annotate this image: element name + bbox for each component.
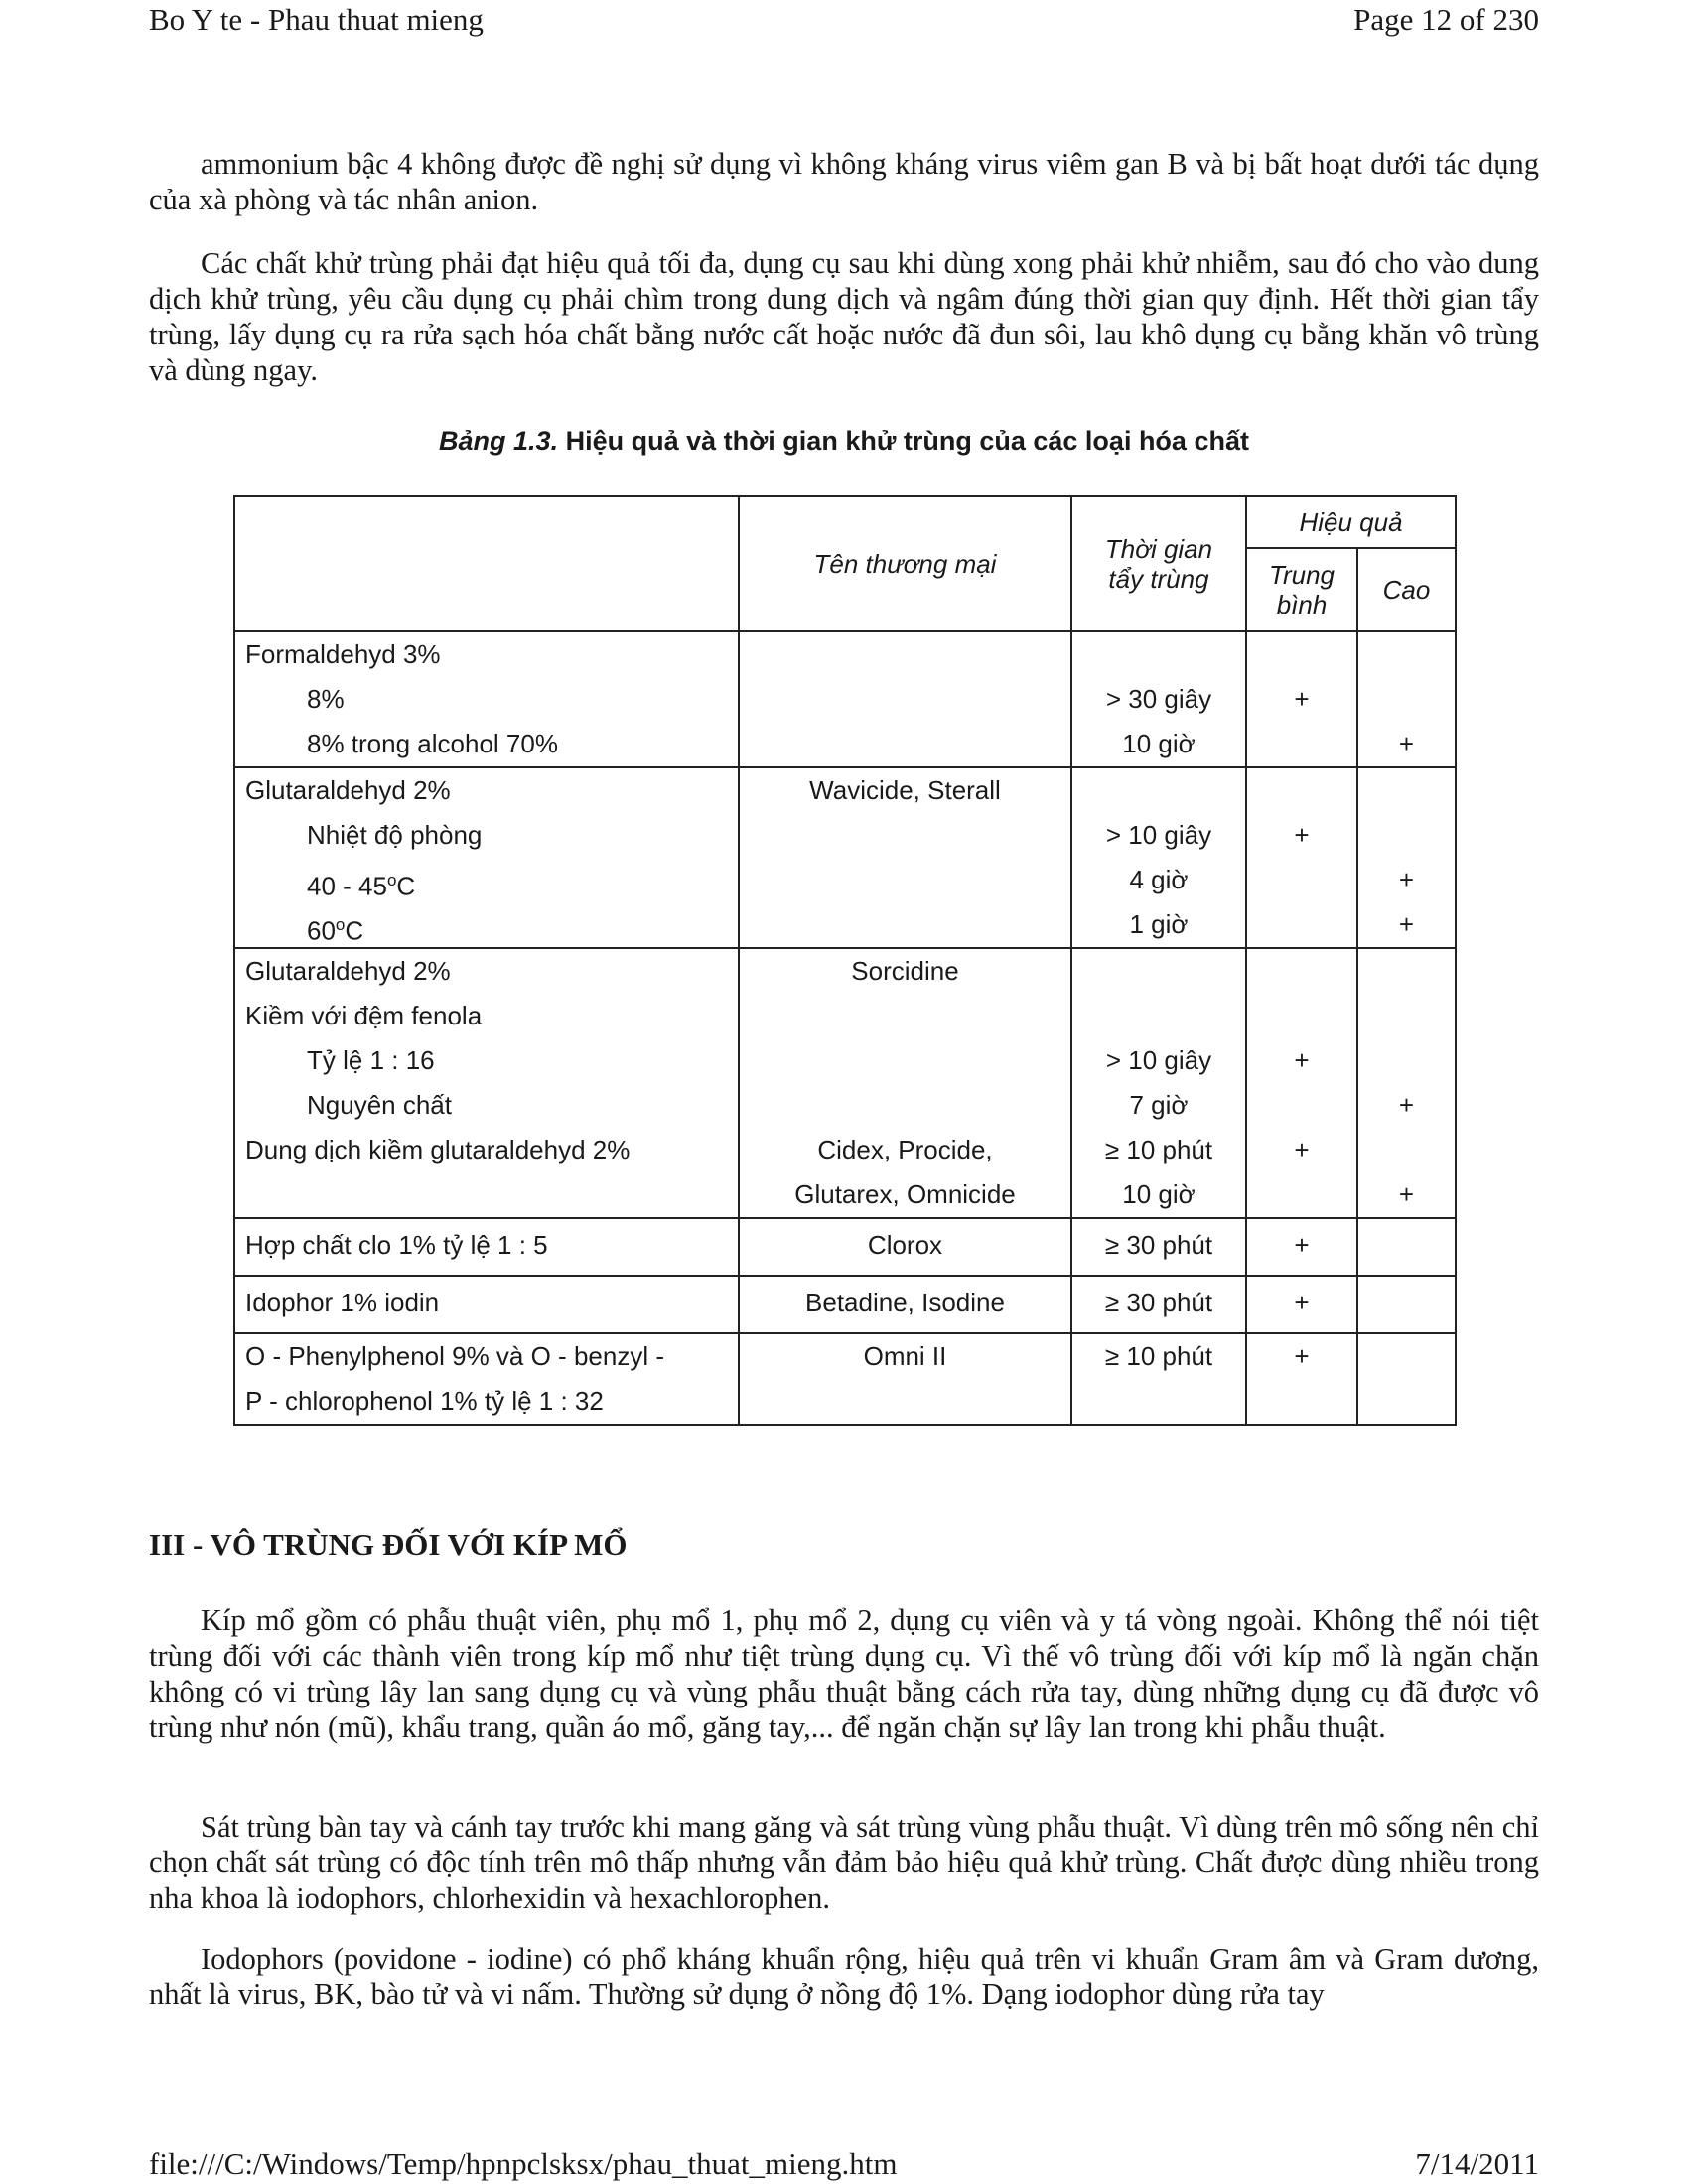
page-header-title: Bo Y te - Phau thuat mieng [149,2,484,37]
header-trade-name: Tên thương mại [739,496,1071,631]
table-row: Formaldehyd 3% 8% 8% trong alcohol 70% > 30 giây 10 giờ + + [234,631,1456,767]
paragraph-surgical-team: Kíp mổ gồm có phẫu thuật viên, phụ mổ 1, phụ mổ 2, dụng cụ viên và y tá vòng ngoài. Không thể nói tiệt trùng đối với các thành viên trong kíp mổ như tiệt trùng dụng cụ. Vì thế vô trùng đối với kíp mổ là ngăn chặn không có vi trùng lây lan sang dụng cụ và vùng phẫu thuật bằng cách rửa tay, dùng những dụng cụ đã được vô trùng như nón (mũ), khẩu trang, quần áo mổ, găng tay,... để ngăn chặn sự lây lan trong khi phẫu thuật. [149,1603,1539,1744]
header-effect: Hiệu quả [1246,496,1456,548]
paragraph-disinfection: Các chất khử trùng phải đạt hiệu quả tối đa, dụng cụ sau khi dùng xong phải khử nhiễm, sau đó cho vào dung dịch khử trùng, yêu cầu dụng cụ phải chìm trong dung dịch và ngâm đúng thời gian quy định. Hết thời gian tẩy trùng, lấy dụng cụ ra rửa sạch hóa chất bằng nước cất hoặc nước đã đun sôi, lau khô dụng cụ bằng khăn vô trùng và dùng ngay. [149,246,1539,387]
table-row: O - Phenylphenol 9% và O - benzyl - P - chlorophenol 1% tỷ lệ 1 : 32 Omni II ≥ 10 phút + [234,1333,1456,1425]
table-header-row [234,496,1456,548]
paragraph-intro: ammonium bậc 4 không được đề nghị sử dụng vì không kháng virus viêm gan B và bị bất hoạt dưới tác dụng của xà phòng và tác nhân anion. [149,147,1539,216]
header-chemical-blank [234,496,739,631]
table-row: Hợp chất clo 1% tỷ lệ 1 : 5 Clorox ≥ 30 phút + [234,1218,1456,1276]
header-disinfection-time: Thời gian tẩy trùng [1071,496,1246,631]
paragraph-hand-antisepsis: Sát trùng bàn tay và cánh tay trước khi mang găng và sát trùng vùng phẫu thuật. Vì dùng trên mô sống nên chỉ chọn chất sát trùng có độc tính trên mô thấp nhưng vẫn đảm bảo hiệu quả khử trùng. Chất được dùng nhiều trong nha khoa là iodophors, chlorhexidin và hexachlorophen. [149,1810,1539,1915]
footer-file-path: file:///C:/Windows/Temp/hpnpclsksx/phau_thuat_mieng.htm [149,2146,898,2181]
footer-date: 7/14/2011 [1415,2146,1539,2181]
header-high: Cao [1357,548,1456,631]
table-caption-text: Hiệu quả và thời gian khử trùng của các loại hóa chất [558,426,1249,456]
table-row: Idophor 1% iodin Betadine, Isodine ≥ 30 phút + [234,1276,1456,1333]
table-row: Glutaraldehyd 2% Nhiệt độ phòng 40 - 45$^o$C 60$^o$C Wavicide, Sterall > 10 giây 4 giờ 1 giờ + + + [234,767,1456,948]
table-caption-number: Bảng 1.3. [439,426,559,456]
table-caption [149,425,1539,457]
page-number: Page 12 of 230 [1353,2,1539,37]
disinfectant-table [233,495,1457,1426]
section-heading: III - VÔ TRÙNG ĐỐI VỚI KÍP MỔ [149,1527,628,1562]
paragraph-iodophors: Iodophors (povidone - iodine) có phổ kháng khuẩn rộng, hiệu quả trên vi khuẩn Gram âm và Gram dương, nhất là virus, BK, bào tử và vi nấm. Thường sử dụng ở nồng độ 1%. Dạng iodophor dùng rửa tay [149,1942,1539,2011]
header-medium: Trung bình [1246,548,1357,631]
table-row: Glutaraldehyd 2% Kiềm với đệm fenola Tỷ lệ 1 : 16 Nguyên chất Dung dịch kiềm glutaraldehyd 2% Sorcidine Cidex, Procide, Glutarex, Omnicide > 10 giây 7 giờ ≥ 10 phút 10 giờ + + + + [234,948,1456,1218]
